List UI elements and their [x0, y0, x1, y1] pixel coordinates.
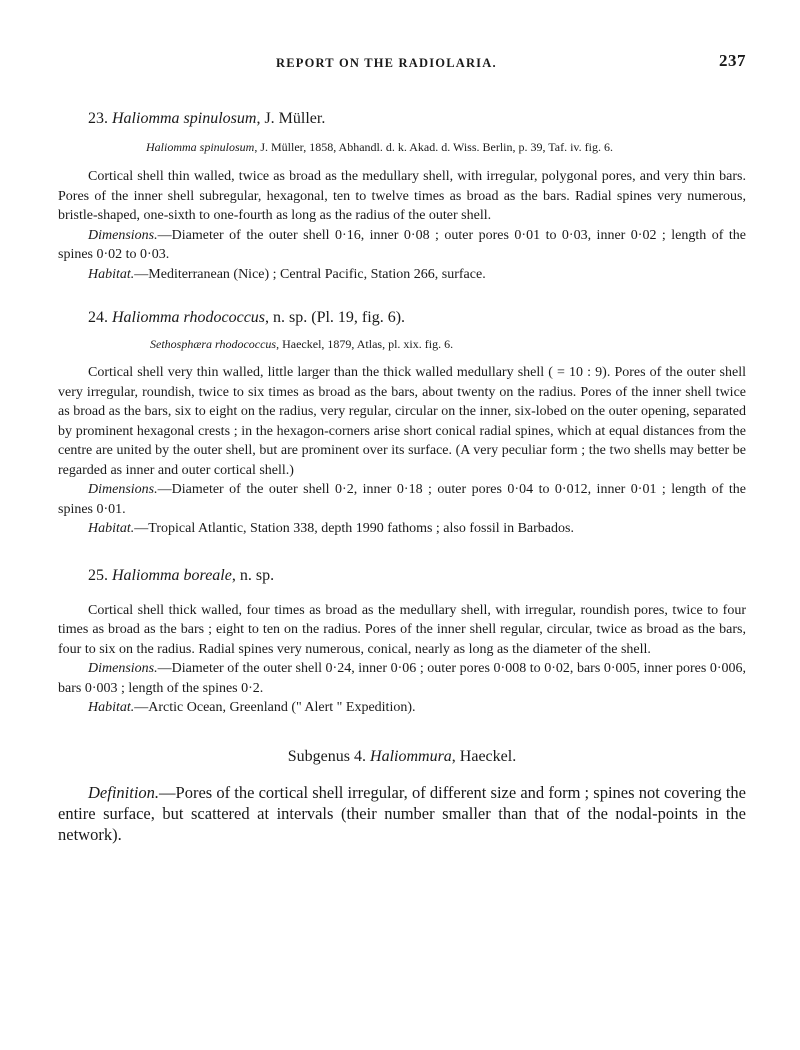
- synonym-reference: [58, 138, 746, 156]
- habitat-text: —Mediterranean (Nice) ; Central Pacific, Station 266, surface.: [134, 266, 486, 282]
- species-entry-23: [58, 110, 746, 284]
- species-name: Haliomma boreale: [112, 566, 232, 584]
- definition-text: —Pores of the cortical shell irregular, of different size and form ; spines not covering the entire surface, but scattered at intervals (their number smaller than that of the nodal-points in the network).: [58, 782, 746, 844]
- synonym-reference: [58, 335, 746, 353]
- habitat-field: [58, 519, 746, 539]
- species-author: , n. sp.: [231, 566, 275, 584]
- synonym-citation: , Haeckel, 1879, Atlas, pl. xix. fig. 6.: [276, 337, 454, 351]
- dimensions-text: —Diameter of the outer shell 0·24, inner 0·06 ; outer pores 0·008 to 0·02, bars 0·005, inner pores 0·006, bars 0·003 ; length of the spines 0·2.: [58, 661, 746, 696]
- dimensions-label: Dimensions.: [88, 661, 158, 676]
- habitat-field: [58, 265, 746, 285]
- description: Cortical shell very thin walled, little larger than the thick walled medullary shell ( = 10 : 9). Pores of the outer shell very irregular, roundish, twice to six times as broad as the bars, about twenty on the radius. Pores of the inner shell twice as broad as the bars, six to eight on the radius, very regular, circular on the inner, six-lobed on the outer opening, separated by prominent hexagonal crests ; in the hexagon-corners arise short conical radial spines, which at equal distances from the centre are united by the outer shell, but are prominent over its surface. (A very peculiar form ; the two shells may better be regarded as inner and outer cortical shell.): [58, 365, 746, 478]
- synonym-name: Haliomma spinulosum: [146, 140, 255, 154]
- habitat-label: Habitat.: [88, 521, 135, 536]
- species-author: , n. sp. (Pl. 19, fig. 6).: [265, 309, 406, 326]
- dimensions-field: [58, 226, 746, 265]
- habitat-label: Habitat.: [88, 266, 135, 282]
- description: Cortical shell thin walled, twice as broad as the medullary shell, with irregular, polygonal pores, and very thin bars. Pores of the inner shell subregular, hexagonal, ten to twelve times as broad as the bars. Radial spines very numerous, bristle-shaped, one-sixth to one-fourth as long as the radius of the outer shell.: [58, 169, 746, 223]
- definition: [58, 782, 746, 845]
- species-name: Haliomma rhodococcus: [112, 309, 266, 326]
- page-number: 237: [719, 51, 746, 70]
- entry-heading: [58, 309, 746, 327]
- dimensions-label: Dimensions.: [88, 482, 158, 497]
- entry-heading: [58, 567, 746, 585]
- subgenus-author: , Haeckel.: [451, 747, 517, 765]
- dimensions-field: [58, 480, 746, 519]
- synonym-name: Sethosphæra rhodococcus: [150, 337, 277, 351]
- species-entry-25: [58, 567, 746, 718]
- habitat-text: —Arctic Ocean, Greenland (" Alert " Expedition).: [134, 700, 416, 715]
- habitat-label: Habitat.: [88, 700, 135, 715]
- habitat-field: [58, 698, 746, 718]
- species-name: Haliomma spinulosum: [112, 110, 257, 127]
- dimensions-text: —Diameter of the outer shell 0·16, inner 0·08 ; outer pores 0·01 to 0·03, inner 0·02 ; length of the spines 0·02 to 0·03.: [58, 227, 746, 262]
- entry-number: 24.: [88, 309, 108, 326]
- synonym-citation: , J. Müller, 1858, Abhandl. d. k. Akad. d. Wiss. Berlin, p. 39, Taf. iv. fig. 6.: [254, 140, 613, 154]
- species-author: , J. Müller.: [256, 110, 326, 127]
- entry-number: 25.: [88, 566, 108, 584]
- definition-label: Definition.: [88, 782, 160, 802]
- running-title: REPORT ON THE RADIOLARIA.: [276, 56, 497, 70]
- running-head: [58, 52, 746, 78]
- entry-heading: [58, 110, 746, 128]
- subgenus-name: Haliommura: [370, 747, 452, 765]
- species-entry-24: [58, 309, 746, 539]
- subgenus-heading: [58, 748, 746, 766]
- dimensions-field: [58, 659, 746, 698]
- page: [58, 52, 746, 845]
- habitat-text: —Tropical Atlantic, Station 338, depth 1990 fathoms ; also fossil in Barbados.: [134, 521, 574, 536]
- subgenus-prefix: Subgenus 4.: [287, 747, 371, 765]
- description: Cortical shell thick walled, four times as broad as the medullary shell, with irregular, roundish pores, twice to four times as broad as the bars ; eight to ten on the radius. Pores of the inner shell regular, circular, twice as broad as the bars, four to six on the radius. Radial spines very numerous, conical, nearly as long as the diameter of the shell.: [58, 602, 746, 657]
- dimensions-text: —Diameter of the outer shell 0·2, inner 0·18 ; outer pores 0·04 to 0·012, inner 0·01 ; length of the spines 0·01.: [58, 482, 746, 517]
- dimensions-label: Dimensions.: [88, 227, 158, 243]
- entry-number: 23.: [88, 110, 108, 127]
